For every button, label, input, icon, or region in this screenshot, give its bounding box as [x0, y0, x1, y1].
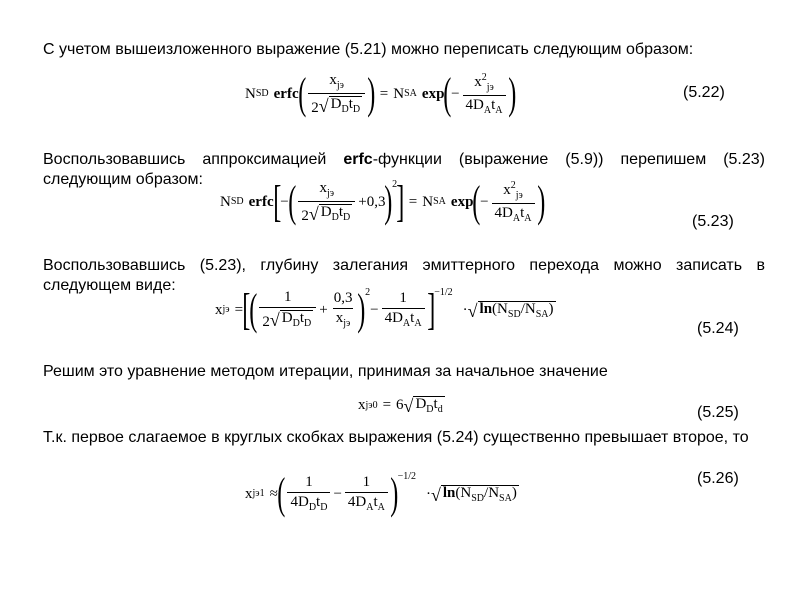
fraction-x2-over-4dt: $\frac{x^2_{jэ}}{4D_At_A}$ [463, 73, 506, 116]
exp-function: exp [421, 85, 445, 102]
equation-number-5-23: (5.23) [692, 213, 734, 230]
equation-5-25: x jэ0 = 6 √ $D_Dt_d$ [358, 396, 443, 416]
equation-number-5-24: (5.24) [697, 320, 739, 337]
equation-5-24: x jэ = [ ( 1 2 √ $D_Dt_D$ + $\frac{0,3}{x_{jэ}}$ ) $^2$ − $\frac{1}{4D_At_A}$ ] $^{-1/2}$ · √ $\ln(N_{SD}/N_{SA})$ [215, 285, 554, 334]
symbol-n: N [245, 85, 256, 102]
equation-number-5-22: (5.22) [683, 84, 725, 101]
right-paren: ) [367, 69, 376, 118]
erfc-function: erfc [273, 85, 299, 102]
equation-5-23: N SD erfc [ − ( $x_{jэ}$ 2 √ $D_Dt_D$ + 0,3 ) $^2$ ] = N SA exp ( − $\frac{x^2_{jэ}}{4D_At_A}$ ) [220, 177, 545, 226]
paragraph-4: Решим это уравнение методом итерации, принимая за начальное значение [43, 363, 608, 380]
equation-number-5-25: (5.25) [697, 404, 739, 421]
sub-sd: SD [255, 88, 269, 99]
equation-5-22: N SD erfc ( $x_{jэ}$ 2 √ $D_Dt_D$ ) = N SA exp ( − $\frac{x^2_{jэ}}{4D_At_A}$ ) [245, 69, 516, 118]
paragraph-2: Воспользовавшись аппроксимацией erfc-функции (выражение (5.9)) перепишем (5.23) следующим образом: [43, 151, 766, 188]
fraction-x-over-sqrt: $x_{jэ}$ 2 √ $D_Dt_D$ [308, 73, 365, 116]
paragraph-1: С учетом вышеизложенного выражение (5.21) можно переписать следующим образом: [43, 41, 694, 58]
left-paren: ( [297, 69, 306, 118]
paragraph-3: Воспользовавшись (5.23), глубину залегания эмиттерного перехода можно записать в следующем виде: [43, 257, 765, 294]
paragraph-5: Т.к. первое слагаемое в круглых скобках выражения (5.24) существенно превышает второе, то [43, 429, 749, 446]
equation-number-5-26: (5.26) [697, 470, 739, 487]
equation-5-26: x jэ1 ≈ ( $\frac{1}{4D_Dt_D}$ − $\frac{1}{4D_At_A}$ ) $^{-1/2}$ · √ $\ln(N_{SD}/N_{SA})$ [245, 469, 517, 518]
equals-sign: = [379, 85, 389, 102]
